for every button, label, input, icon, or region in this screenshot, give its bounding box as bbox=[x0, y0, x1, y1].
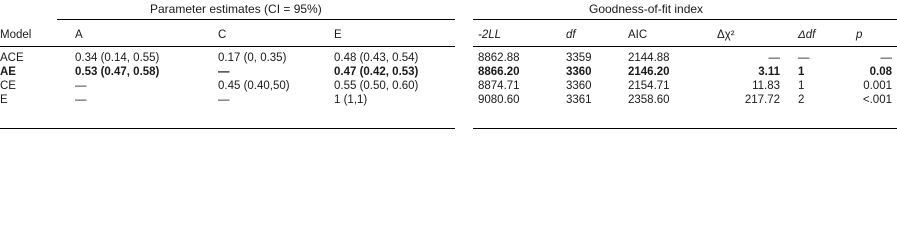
col-header-model: Model bbox=[0, 29, 32, 41]
cell-p: 0.001 bbox=[863, 80, 892, 92]
cell-aic: 2146.20 bbox=[628, 66, 670, 78]
cell-dchi2: 11.83 bbox=[752, 80, 780, 92]
cell-df: 3360 bbox=[566, 80, 592, 92]
cell-df: 3359 bbox=[566, 52, 592, 64]
fit-group-header: Goodness-of-fit index bbox=[589, 2, 704, 16]
cell-c: — bbox=[218, 66, 230, 78]
params-group-rule bbox=[57, 19, 455, 20]
cell-a: — bbox=[75, 94, 87, 106]
cell-model: CE bbox=[0, 80, 16, 92]
cell-p: 0.08 bbox=[869, 66, 892, 78]
cell-dchi2: 3.11 bbox=[758, 66, 780, 78]
col-header-delta-df: Δdf bbox=[798, 29, 816, 41]
cell-c: 0.17 (0, 0.35) bbox=[218, 52, 287, 64]
cell-aic: 2358.60 bbox=[628, 94, 670, 106]
cell-ddf: 1 bbox=[798, 66, 805, 78]
cell-neg2ll: 8874.71 bbox=[478, 80, 520, 92]
cell-neg2ll: 8862.88 bbox=[478, 52, 520, 64]
cell-model: E bbox=[0, 94, 8, 106]
cell-a: 0.53 (0.47, 0.58) bbox=[75, 66, 160, 78]
cell-aic: 2144.88 bbox=[628, 52, 670, 64]
cell-df: 3361 bbox=[566, 94, 592, 106]
col-header-p: p bbox=[856, 29, 863, 41]
cell-e: 0.55 (0.50, 0.60) bbox=[334, 80, 419, 92]
cell-e: 1 (1,1) bbox=[334, 94, 368, 106]
col-header-neg2ll: -2LL bbox=[478, 29, 502, 41]
cell-a: — bbox=[75, 80, 87, 92]
cell-e: 0.48 (0.43, 0.54) bbox=[334, 52, 419, 64]
cell-e: 0.47 (0.42, 0.53) bbox=[334, 66, 419, 78]
cell-c: 0.45 (0.40,50) bbox=[218, 80, 290, 92]
bottom-rule-left bbox=[0, 128, 455, 129]
cell-p: — bbox=[880, 52, 892, 64]
cell-c: — bbox=[218, 94, 230, 106]
col-header-df: df bbox=[566, 29, 576, 41]
params-group-header: Parameter estimates (CI = 95%) bbox=[150, 2, 322, 16]
cell-dchi2: — bbox=[768, 52, 780, 64]
col-header-c: C bbox=[218, 29, 227, 41]
cell-neg2ll: 8866.20 bbox=[478, 66, 520, 78]
cell-df: 3360 bbox=[566, 66, 592, 78]
col-header-e: E bbox=[334, 29, 342, 41]
cell-dchi2: 217.72 bbox=[744, 94, 780, 106]
cell-ddf: 1 bbox=[798, 80, 805, 92]
cell-neg2ll: 9080.60 bbox=[478, 94, 520, 106]
cell-ddf: — bbox=[798, 52, 810, 64]
col-header-a: A bbox=[75, 29, 83, 41]
cell-aic: 2154.71 bbox=[628, 80, 670, 92]
col-header-delta-chi2: Δχ² bbox=[717, 29, 735, 41]
header-rule-left bbox=[0, 46, 455, 47]
header-rule-right bbox=[473, 46, 897, 47]
bottom-rule-right bbox=[473, 128, 897, 129]
cell-model: AE bbox=[0, 66, 16, 78]
fit-group-rule bbox=[473, 19, 897, 20]
cell-model: ACE bbox=[0, 52, 24, 64]
col-header-aic: AIC bbox=[628, 29, 648, 41]
cell-p: <.001 bbox=[862, 94, 892, 106]
cell-a: 0.34 (0.14, 0.55) bbox=[75, 52, 160, 64]
cell-ddf: 2 bbox=[798, 94, 805, 106]
